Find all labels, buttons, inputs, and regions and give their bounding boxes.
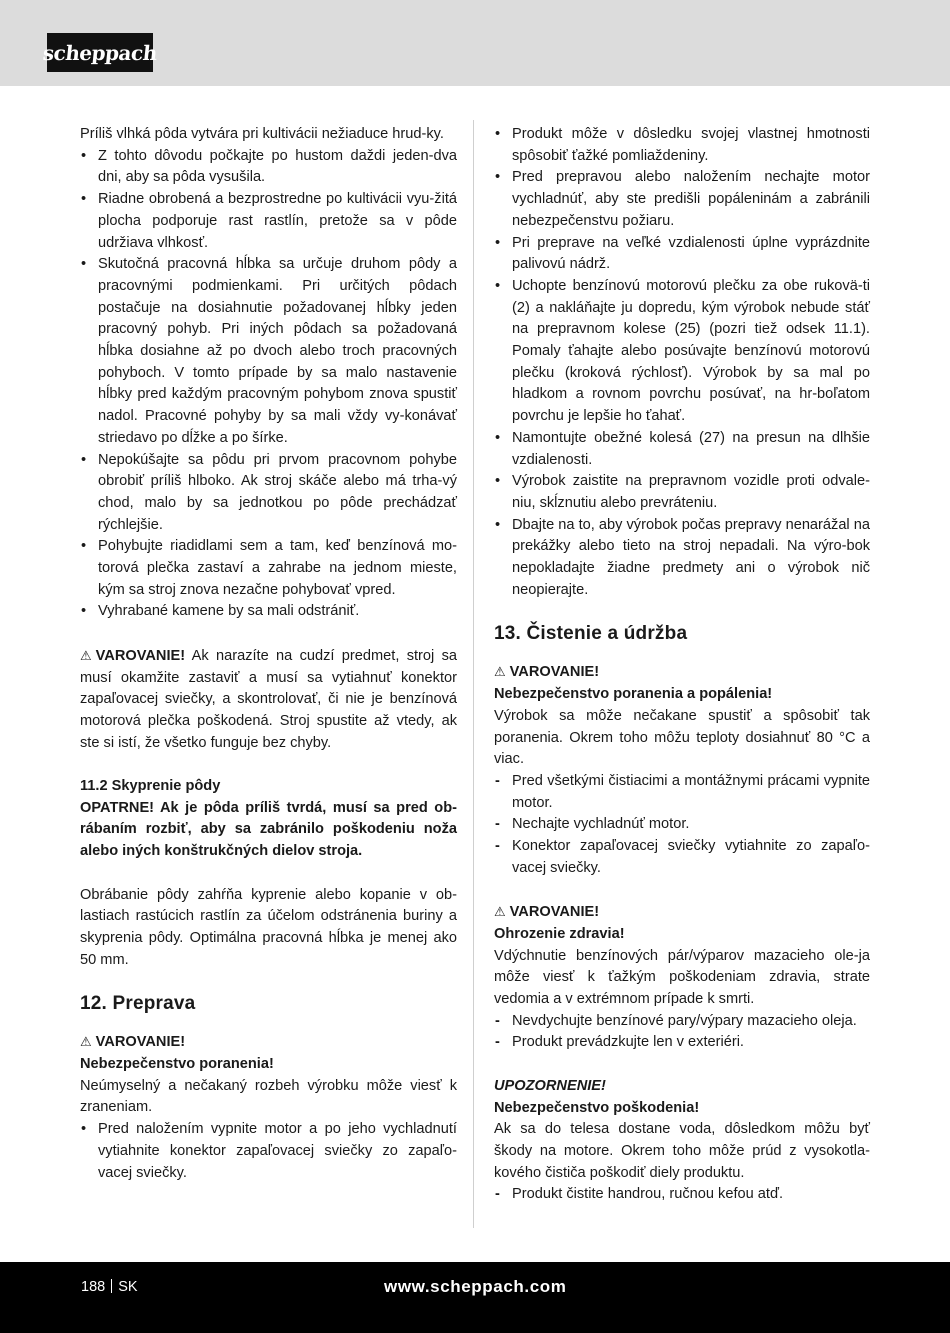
warning-triangle-icon: ⚠ <box>80 1034 92 1050</box>
section-12-title: 12. Preprava <box>80 993 196 1015</box>
warning-triangle-icon: ⚠ <box>80 647 92 663</box>
list-item: - Nevdychujte benzínové pary/výpary mazacieho oleja. <box>494 1011 870 1033</box>
page-indicator <box>81 1279 138 1295</box>
list-item: - Konektor zapaľovacej sviečky vytiahnite zo zapaľo-vacej sviečky. <box>494 836 870 879</box>
transport-warning-subtitle: Nebezpečenstvo poranenia! <box>80 1056 274 1073</box>
warning-text: Ak narazíte na cudzí predmet, stroj sa musí okamžite zastaviť a musí sa vytiahnuť konektor zapaľovacej sviečky, a skontrolovať, či nie je benzínová motorová plečka poškodená. Stroj spustite až vtedy, ak ste si istí, že všetko funguje bez chyby. <box>80 647 457 751</box>
list-item: • Z tohto dôvodu počkajte po hustom daždi jeden-dva dni, aby sa pôda vysušila. <box>80 146 457 189</box>
list-item: • Pri preprave na veľké vzdialenosti úplne vyprázdnite palivovú nádrž. <box>494 233 870 276</box>
list-item: - Nechajte vychladnúť motor. <box>494 814 870 836</box>
list-item: • Výrobok zaistite na prepravnom vozidle proti odvale-niu, skĺznutiu alebo prevráteniu. <box>494 471 870 514</box>
page-header <box>0 0 950 86</box>
left-column <box>80 124 457 1184</box>
list-item: • Dbajte na to, aby výrobok počas prepravy nenarážal na prekážky alebo tieto na stroj nepadali. Na výro-bok nepokladajte žiadne predmety ani o výrobok nič neopierajte. <box>494 515 870 602</box>
list-item: • Pred prepravou alebo naložením nechajte motor vychladnúť, aby ste predišli popáleninám a zabránili nebezpečenstvu požiaru. <box>494 167 870 232</box>
health-warning-label: ⚠ VAROVANIE! <box>494 901 870 924</box>
notice-text: Ak sa do telesa dostane voda, dôsledkom môžu byť škody na motore. Okrem toho môže prúd z vysokotla-kového čističa poškodiť diely produktu. <box>494 1121 870 1181</box>
cleaning-steps-list <box>494 771 870 880</box>
section-11-2-title: 11.2 Skyprenie pôdy <box>80 778 221 795</box>
list-item: • Produkt môže v dôsledku svojej vlastnej hmotnosti spôsobiť ťažké pomliaždeniny. <box>494 124 870 167</box>
notice-steps-list <box>494 1184 870 1206</box>
transport-list-right <box>494 124 870 601</box>
list-item: • Nepokúšajte sa pôdu pri prvom pracovnom pohybe obrobiť príliš hlboko. Ak stroj skáče alebo má trha-vý chod, malo by sa jednotkou po pôde prechádzať rýchlejšie. <box>80 450 457 537</box>
list-item: • Vyhrabané kamene by sa mali odstrániť. <box>80 601 457 623</box>
cultivation-tips-list <box>80 146 457 623</box>
language-code: SK <box>118 1279 138 1295</box>
warning-label: VAROVANIE! <box>95 647 186 664</box>
warning-triangle-icon: ⚠ <box>494 904 506 920</box>
brand-logo-text: scheppach <box>41 40 159 65</box>
list-item: - Pred všetkými čistiacimi a montážnymi prácami vypnite motor. <box>494 771 870 814</box>
list-item: • Pohybujte riadidlami sem a tam, keď benzínová mo-torová plečka zastaví a zahrabe na jednom mieste, kým sa stroj znova nezačne pohybovať vpred. <box>80 536 457 601</box>
page-footer <box>0 1262 950 1333</box>
transport-list-left <box>80 1119 457 1184</box>
column-divider <box>473 120 474 1228</box>
notice-subtitle: Nebezpečenstvo poškodenia! <box>494 1099 700 1116</box>
warning-triangle-icon: ⚠ <box>494 664 506 680</box>
right-column <box>494 124 870 1206</box>
list-item: - Produkt čistite handrou, ručnou kefou atď. <box>494 1184 870 1206</box>
list-item: • Pred naložením vypnite motor a po jeho vychladnutí vytiahnite konektor zapaľovacej sviečky zo zapaľo-vacej sviečky. <box>80 1119 457 1184</box>
soil-loosening-paragraph: Obrábanie pôdy zahŕňa kyprenie alebo kopanie v ob-lastiach rastúcich rastlín za účelom odstránenia buriny a skyprenia pôdy. Optimálna pracovná hĺbka je menej ako 50 mm. <box>80 886 457 968</box>
cleaning-warning-label: ⚠ VAROVANIE! <box>494 661 870 684</box>
notice-label: UPOZORNENIE! <box>494 1077 606 1094</box>
list-item: • Uchopte benzínovú motorovú plečku za obe rukovä-ti (2) a nakláňajte ju dopredu, kým výrobok nebude stáť na prepravnom kolese (25) (pozri tiež odsek 11.1). Pomaly ťahajte alebo posúvajte benzínovú motorovú plečku (kroková rýchlosť). Výrobok by sa mal po hladkom a rovnom povrchu posúvať, na hr-boľatom povrchu je lepšie ho ťahať. <box>494 276 870 428</box>
list-item: • Skutočná pracovná hĺbka sa určuje druhom pôdy a pracovnými podmienkami. Pri určitých pôdach postačuje na dosiahnutie požadovanej hĺbky jeden pracovný pohyb. Pri iných pôdach sa požadovaná hĺbka dosiahne až po dvoch alebo troch pracovných pohyboch. V tomto prípade by sa malo nastavenie hĺbky pred každým pracovným pohybom znova spustiť nadol. Pracovné pohyby by sa mali vždy vy-konávať striedavo po dĺžke a po šírke. <box>80 254 457 449</box>
list-item: • Riadne obrobená a bezprostredne po kultivácii vyu-žitá plocha podporuje rast rastlín, pretože sa v pôde udržiava vlhkosť. <box>80 189 457 254</box>
transport-warning-label: ⚠ VAROVANIE! <box>80 1031 457 1054</box>
section-13-title: 13. Čistenie a údržba <box>494 623 688 645</box>
health-steps-list <box>494 1011 870 1054</box>
foreign-object-warning <box>80 645 457 755</box>
brand-logo <box>41 33 159 72</box>
cleaning-warning-text: Výrobok sa môže nečakane spustiť a spôsobiť tak poranenia. Okrem toho môžu teploty dosiahnuť 80 °C a viac. <box>494 707 870 768</box>
page-separator <box>111 1279 112 1293</box>
caution-paragraph: OPATRNE! Ak je pôda príliš tvrdá, musí sa pred ob-rábaním rozbiť, aby sa zabránilo poškodeniu noža alebo iných konštrukčných dielov stroja. <box>80 799 457 860</box>
health-warning-text: Vdýchnutie benzínových pár/výparov mazacieho ole-ja môže viesť k ťažkým poškodeniam zdravia, strate vedomia a v extrémnom prípade k smrti. <box>494 947 870 1007</box>
transport-warning-text: Neúmyselný a nečakaný rozbeh výrobku môže viesť k zraneniam. <box>80 1077 457 1116</box>
list-item: - Produkt prevádzkujte len v exteriéri. <box>494 1032 870 1054</box>
page-number: 188 <box>81 1279 106 1295</box>
website-link[interactable]: www.scheppach.com <box>384 1277 567 1296</box>
health-warning-subtitle: Ohrozenie zdravia! <box>494 925 625 942</box>
list-item: • Namontujte obežné kolesá (27) na presun na dlhšie vzdialenosti. <box>494 428 870 471</box>
intro-paragraph: Príliš vlhká pôda vytvára pri kultivácii nežiaduce hrud-ky. <box>80 126 444 142</box>
cleaning-warning-subtitle: Nebezpečenstvo poranenia a popálenia! <box>494 686 773 703</box>
